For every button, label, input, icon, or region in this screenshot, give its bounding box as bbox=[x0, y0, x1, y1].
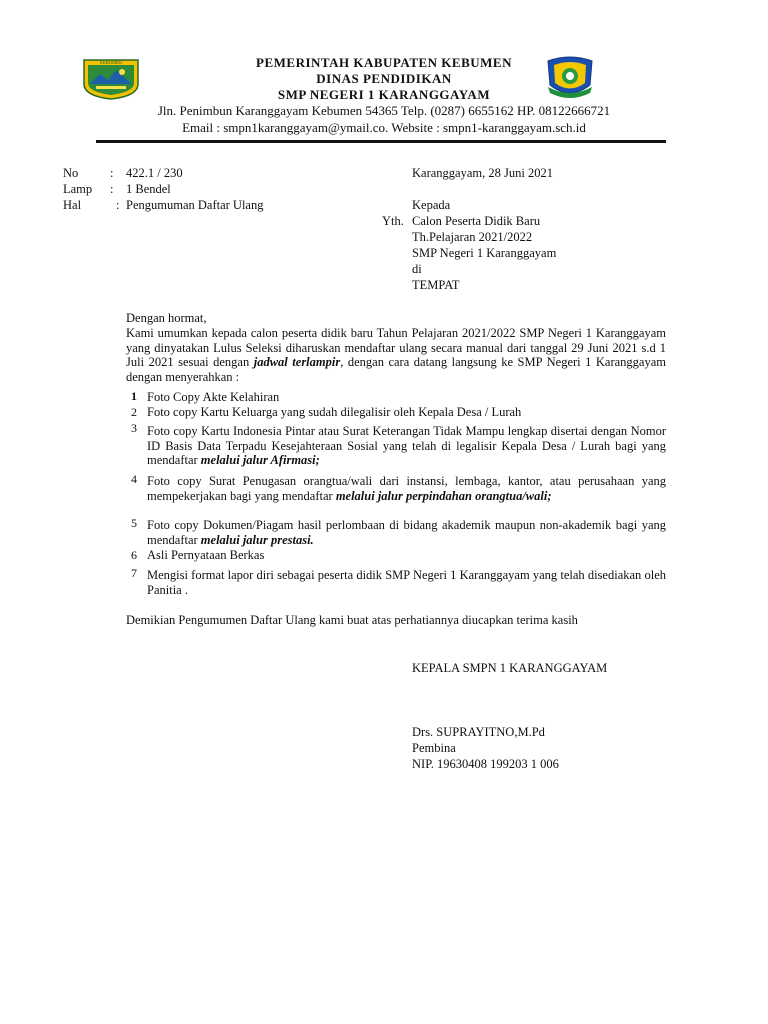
list-item bbox=[147, 405, 666, 420]
recipient-line5: TEMPAT bbox=[412, 278, 460, 292]
list-number: 7 bbox=[131, 566, 137, 580]
list-number: 4 bbox=[131, 472, 137, 486]
list-item bbox=[147, 474, 666, 503]
list-item-emphasis: melalui jalur prestasi. bbox=[200, 532, 314, 547]
no-value: 422.1 / 230 bbox=[126, 166, 183, 180]
recipient-line4: di bbox=[412, 262, 422, 276]
hal-colon: : bbox=[116, 198, 120, 212]
closing-paragraph: Demikian Pengumumen Daftar Ulang kami buat atas perhatiannya diucapkan terima kasih bbox=[126, 613, 578, 627]
lamp-label: Lamp bbox=[63, 182, 93, 196]
signatory-rank: Pembina bbox=[412, 741, 456, 755]
list-item-text: Foto copy Kartu Indonesia Pintar atau Surat Keterangan Tidak Mampu lengkap disertai dengan Nomor ID Basis Data Terpadu Kesejahteraan Sosial yang telah di legalisir Kepala Desa / Lurah bagi yang mendaftar bbox=[147, 424, 666, 467]
list-item bbox=[147, 424, 666, 468]
lamp-colon: : bbox=[110, 182, 114, 196]
kebumen-logo-text: KEBUMEN bbox=[99, 60, 123, 65]
list-item bbox=[147, 548, 666, 563]
intro-text-end: , dengan cara datang langsung ke SMP Negeri 1 Karanggayam dengan menyerahkan : bbox=[126, 355, 666, 384]
list-item bbox=[147, 518, 666, 547]
list-item-emphasis: melalui jalur perpindahan orangtua/wali; bbox=[335, 488, 552, 503]
no-colon: : bbox=[110, 166, 114, 180]
header-department: DINAS PENDIDIKAN bbox=[316, 71, 452, 86]
list-number: 1 bbox=[131, 389, 137, 403]
recipient-line2: Th.Pelajaran 2021/2022 bbox=[412, 230, 533, 244]
list-item-text: Foto copy Surat Penugasan orangtua/wali dari instansi, lembaga, kantor, atau perusahaan yang mempekerjakan bagi yang mendaftar bbox=[147, 474, 666, 503]
list-item-text: Foto copy Kartu Keluarga yang sudah dilegalisir oleh Kepala Desa / Lurah bbox=[147, 405, 522, 419]
list-item bbox=[147, 568, 666, 597]
list-item-text: Asli Pernyataan Berkas bbox=[147, 548, 265, 562]
recipient-line1: Calon Peserta Didik Baru bbox=[412, 214, 541, 228]
intro-text: Kami umumkan kepada calon peserta didik baru Tahun Pelajaran 2021/2022 SMP Negeri 1 Karanggayam yang dinyatakan Lulus Seleksi diharuskan mendaftar ulang secara manual dari tanggal 29 Juni 2021 s.d 1 Juli 2021 sesuai dengan bbox=[126, 326, 666, 369]
signature-title: KEPALA SMPN 1 KARANGGAYAM bbox=[412, 661, 608, 675]
list-item-text: Foto Copy Akte Kelahiran bbox=[147, 390, 280, 404]
no-label: No bbox=[63, 166, 79, 180]
recipient-kepada: Kepada bbox=[412, 198, 451, 212]
list-item-text: Mengisi format lapor diri sebagai peserta didik SMP Negeri 1 Karanggayam yang telah disediakan oleh Panitia . bbox=[147, 568, 666, 597]
recipient-yth: Yth. bbox=[382, 214, 404, 228]
greeting: Dengan hormat, bbox=[126, 311, 207, 325]
list-number: 6 bbox=[131, 548, 137, 562]
list-item-emphasis: melalui jalur Afirmasi; bbox=[200, 453, 320, 467]
recipient-line3: SMP Negeri 1 Karanggayam bbox=[412, 246, 557, 260]
header-contact: Email : smpn1karanggayam@ymail.co. Website : smpn1-karanggayam.sch.id bbox=[182, 120, 586, 135]
list-item-text: Foto copy Dokumen/Piagam hasil perlombaan di bidang akademik maupun non-akademik bagi yang mendaftar bbox=[147, 518, 666, 547]
list-number: 3 bbox=[131, 421, 137, 435]
signatory-name: Drs. SUPRAYITNO,M.Pd bbox=[412, 725, 545, 739]
header-address: Jln. Penimbun Karanggayam Kebumen 54365 Telp. (0287) 6655162 HP. 08122666721 bbox=[157, 103, 611, 118]
hal-value: Pengumuman Daftar Ulang bbox=[126, 198, 264, 212]
list-item bbox=[147, 390, 666, 405]
list-number: 2 bbox=[131, 405, 137, 419]
header-government: PEMERINTAH KABUPATEN KEBUMEN bbox=[256, 55, 512, 70]
header-school-name: SMP NEGERI 1 KARANGGAYAM bbox=[277, 87, 491, 102]
signatory-nip: NIP. 19630408 199203 1 006 bbox=[412, 757, 559, 771]
intro-paragraph bbox=[126, 326, 666, 384]
hal-label: Hal bbox=[63, 198, 82, 212]
lamp-value: 1 Bendel bbox=[126, 182, 171, 196]
list-number: 5 bbox=[131, 516, 137, 530]
header-divider bbox=[96, 140, 666, 143]
letter-date: Karanggayam, 28 Juni 2021 bbox=[412, 166, 553, 180]
intro-emphasis: jadwal terlampir bbox=[253, 355, 341, 369]
